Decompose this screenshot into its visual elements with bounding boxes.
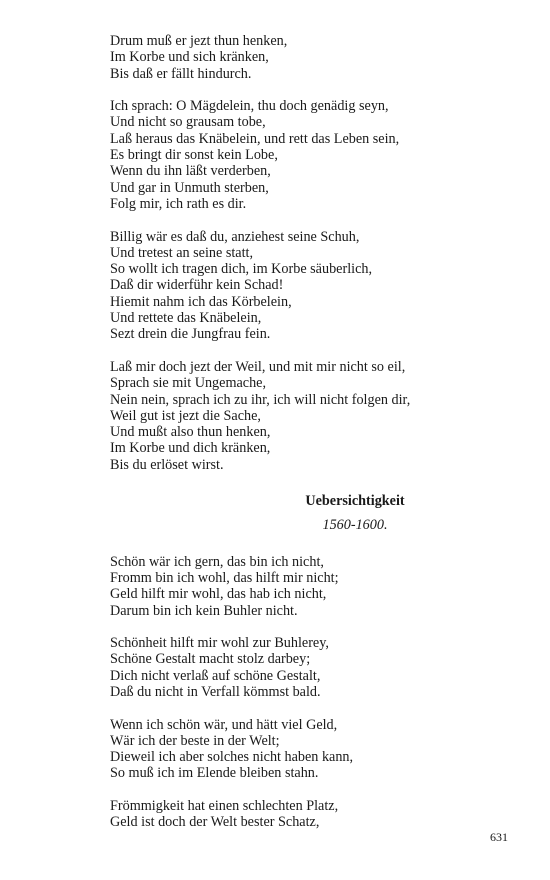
page-number: 631 [490, 830, 508, 844]
verse-line: Und mußt also thun henken, [110, 424, 271, 441]
verse-line: Billig wär es daß du, anziehest seine Schuh, [110, 228, 360, 245]
verse-line: Es bringt dir sonst kein Lobe, [110, 147, 278, 164]
verse-line: Und rettete das Knäbelein, [110, 310, 262, 327]
text-block [110, 33, 510, 847]
verse-line: Wenn ich schön wär, und hätt viel Geld, [110, 716, 338, 733]
verse-line: Im Korbe und dich kränken, [110, 440, 271, 457]
verse-line: Frömmigkeit hat einen schlechten Platz, [110, 798, 339, 815]
verse-line: So muß ich im Elende bleiben stahn. [110, 765, 319, 782]
stanza [110, 717, 510, 782]
verse-line: Sprach sie mit Ungemache, [110, 375, 267, 392]
verse-line: Schöne Gestalt macht stolz darbey; [110, 651, 311, 668]
verse-line: Laß heraus das Knäbelein, und rett das Leben sein, [110, 130, 400, 147]
verse-line: Daß du nicht in Verfall kömmst bald. [110, 683, 321, 700]
verse-line: So wollt ich tragen dich, im Korbe säuberlich, [110, 261, 373, 278]
poem-date: 1560-1600. [322, 517, 388, 534]
verse-line: Dich nicht verlaß auf schöne Gestalt, [110, 667, 321, 684]
verse-line: Und nicht so grausam tobe, [110, 114, 266, 131]
poem [110, 493, 510, 831]
verse-line: Schön wär ich gern, das bin ich nicht, [110, 553, 324, 570]
poem-continuation [110, 33, 510, 473]
verse-line: Drum muß er jezt thun henken, [110, 33, 288, 49]
verse-line: Geld ist doch der Welt bester Schatz, [110, 814, 320, 831]
verse-line: Laß mir doch jezt der Weil, und mit mir nicht so eil, [110, 358, 406, 375]
stanza [110, 554, 510, 619]
verse-line: Wenn du ihn läßt verderben, [110, 163, 271, 180]
verse-line: Bis du erlöset wirst. [110, 456, 224, 473]
verse-line: Im Korbe und sich kränken, [110, 49, 269, 66]
verse-line: Folg mir, ich rath es dir. [110, 195, 247, 212]
verse-line: Sezt drein die Jungfrau fein. [110, 326, 271, 343]
verse-line: Fromm bin ich wohl, das hilft mir nicht; [110, 569, 339, 586]
verse-line: Geld hilft mir wohl, das hab ich nicht, [110, 586, 327, 603]
verse-line: Und tretest an seine statt, [110, 244, 254, 261]
verse-line: Wär ich der beste in der Welt; [110, 732, 280, 749]
verse-line: Dieweil ich aber solches nicht haben kann, [110, 749, 354, 766]
poem-title: Uebersichtigkeit [305, 493, 405, 510]
verse-line: Hiemit nahm ich das Körbelein, [110, 293, 292, 310]
verse-line: Ich sprach: O Mägdelein, thu doch genädig seyn, [110, 98, 389, 115]
stanza [110, 229, 510, 343]
stanza [110, 98, 510, 212]
stanza [110, 635, 510, 700]
stanza [110, 359, 510, 473]
verse-line: Daß dir widerführ kein Schad! [110, 277, 284, 294]
stanza [110, 33, 510, 82]
verse-line: Nein nein, sprach ich zu ihr, ich will nicht folgen dir, [110, 391, 411, 408]
stanza [110, 798, 510, 831]
verse-line: Schönheit hilft mir wohl zur Buhlerey, [110, 635, 329, 652]
verse-line: Weil gut ist jezt die Sache, [110, 407, 261, 424]
verse-line: Bis daß er fällt hindurch. [110, 65, 252, 82]
verse-line: Und gar in Unmuth sterben, [110, 179, 269, 196]
verse-line: Darum bin ich kein Buhler nicht. [110, 602, 298, 619]
